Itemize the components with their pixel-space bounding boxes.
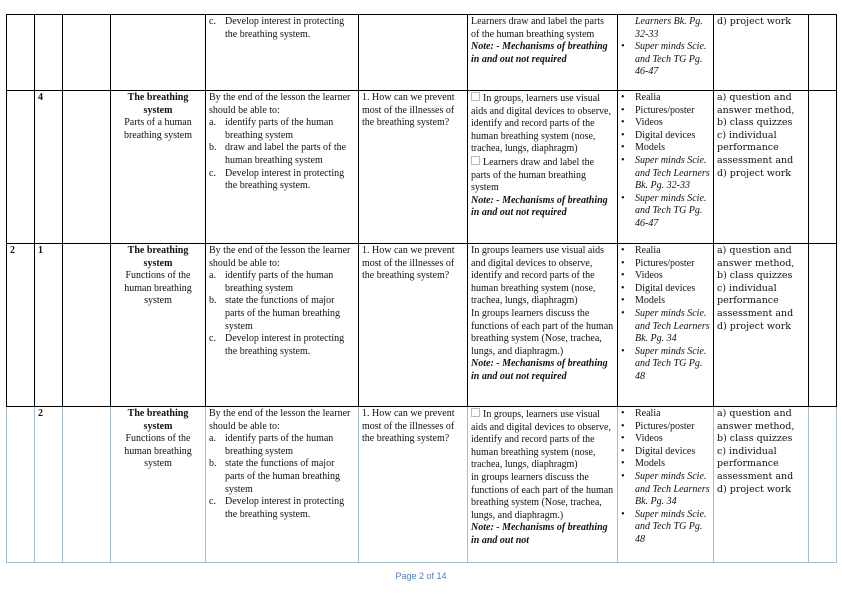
bullet-icon: • <box>621 129 625 141</box>
resource-text: Digital devices <box>635 445 696 457</box>
outcome-text: Develop interest in protecting the breathing system. <box>225 16 345 40</box>
outcome-text: identify parts of the human breathing system <box>225 117 334 141</box>
lesson-cell: 4 <box>35 91 63 244</box>
outcome-item <box>209 458 355 496</box>
bullet-icon: • <box>621 470 625 482</box>
outcome-letter: c. <box>209 496 216 508</box>
resource-item <box>621 41 710 79</box>
outcomes-list <box>209 270 355 358</box>
bullet-icon: • <box>621 104 625 116</box>
experience-text: Note: - Mechanisms of breathing in and out not required <box>471 358 608 382</box>
resource-text: Pictures/poster <box>635 257 695 269</box>
resource-text: Super minds Scie. and Tech TG Pg. 48 <box>635 508 707 545</box>
outcomes-list <box>209 16 355 41</box>
resource-text: Realia <box>635 408 661 419</box>
assessment-cell <box>714 407 809 563</box>
substrand-title: The breathing system <box>127 92 189 116</box>
outcomes-list <box>209 117 355 193</box>
resources-cell <box>618 244 714 407</box>
resources-list <box>621 92 710 231</box>
outcome-text: identify parts of the human breathing system <box>225 270 334 294</box>
resource-text: Pictures/poster <box>635 104 695 116</box>
substrand-cell <box>111 244 206 407</box>
strand-cell <box>63 15 111 91</box>
outcome-text: draw and label the parts of the human breathing system <box>225 142 347 166</box>
resource-item <box>621 346 710 384</box>
checkbox-icon <box>471 92 480 101</box>
bullet-icon: • <box>621 154 625 166</box>
resource-text: Videos <box>635 117 663 129</box>
lesson-cell: 2 <box>35 407 63 563</box>
experience-item <box>471 408 614 472</box>
bullet-icon: • <box>621 257 625 269</box>
bullet-icon: • <box>621 345 625 357</box>
substrand-cell <box>111 91 206 244</box>
experience-item <box>471 156 614 195</box>
bullet-icon: • <box>621 192 625 204</box>
substrand-cell <box>111 15 206 91</box>
learning-outcomes-cell <box>206 244 359 407</box>
week-cell <box>7 91 35 244</box>
outcome-letter: c. <box>209 167 216 179</box>
outcome-letter: c. <box>209 333 216 345</box>
outcomes-intro: By the end of the lesson the learner should be able to: <box>209 245 351 269</box>
assessment-item: c) individual performance assessment and <box>717 445 794 482</box>
experience-text: In groups, learners use visual aids and digital devices to observe, identify and record parts of the human breathing system (nose, trachea, lungs, diaphragm) <box>471 409 611 471</box>
resource-text: Models <box>635 295 665 307</box>
outcome-text: Develop interest in protecting the breathing system. <box>225 167 345 192</box>
resource-text: Realia <box>635 92 661 103</box>
experience-text: in groups learners discuss the functions of each part of the human breathing system (Nose, trachea, lungs, and diaphragm.) <box>471 471 614 521</box>
assessment-item: d) project work <box>717 483 792 495</box>
outcome-item <box>209 333 355 358</box>
outcome-item <box>209 168 355 193</box>
experience-text: Learners draw and label the parts of the human breathing system <box>471 156 595 194</box>
assessment-item: d) project work <box>717 16 792 27</box>
reflection-cell <box>809 244 837 407</box>
table-row <box>7 15 837 91</box>
week-cell <box>7 407 35 563</box>
bullet-icon: • <box>621 92 625 103</box>
resources-cell <box>618 15 714 91</box>
inquiry-question-cell: 1. How can we prevent most of the illnesses of the breathing system? <box>359 407 468 563</box>
outcome-item <box>209 117 355 142</box>
reflection-cell <box>809 407 837 563</box>
learning-outcomes-cell <box>206 15 359 91</box>
experience-text: Note: - Mechanisms of breathing in and out not required <box>471 194 608 219</box>
assessment-item: b) class quizzes <box>717 433 793 445</box>
resource-item <box>621 509 710 547</box>
reflection-cell <box>809 15 837 91</box>
assessment-cell <box>714 15 809 91</box>
learning-experiences-cell <box>468 91 618 244</box>
experience-item <box>471 41 614 66</box>
resource-item <box>621 105 710 118</box>
resource-item <box>621 446 710 459</box>
inquiry-question-cell: 1. How can we prevent most of the illnesses of the breathing system? <box>359 244 468 407</box>
bullet-icon: • <box>621 420 625 432</box>
experience-text: Note: - Mechanisms of breathing in and out not <box>471 522 608 546</box>
outcome-item <box>209 496 355 521</box>
resources-cell <box>618 91 714 244</box>
assessment-item: d) project work <box>717 167 792 179</box>
experience-item <box>471 308 614 358</box>
resource-text: Super minds Scie. and Tech Learners Bk. Pg. 34 <box>635 307 710 345</box>
experience-item <box>471 358 614 383</box>
experience-item <box>471 245 614 308</box>
assessment-item: a) question and answer method, <box>717 408 795 432</box>
resource-text: Models <box>635 142 665 154</box>
bullet-icon: • <box>621 117 625 129</box>
strand-cell <box>63 407 111 563</box>
resource-text: Digital devices <box>635 129 696 141</box>
resource-text: Super minds Scie. and Tech TG Pg. 46-47 <box>635 192 707 229</box>
learning-experiences-cell <box>468 407 618 563</box>
learning-outcomes-cell <box>206 407 359 563</box>
lesson-cell: 1 <box>35 244 63 407</box>
outcome-text: Develop interest in protecting the breathing system. <box>225 333 345 357</box>
resources-list <box>621 408 710 547</box>
resource-item <box>621 295 710 308</box>
outcome-letter: a. <box>209 433 216 445</box>
outcome-text: Develop interest in protecting the breathing system. <box>225 496 345 520</box>
outcome-letter: b. <box>209 142 217 154</box>
week-cell <box>7 15 35 91</box>
experience-item <box>471 522 614 547</box>
strand-cell <box>63 91 111 244</box>
experience-item <box>471 195 614 220</box>
substrand-title: The breathing system <box>127 245 189 269</box>
resource-text: Super minds Scie. and Tech Learners Bk. Pg. 32-33 <box>635 154 710 192</box>
resource-item <box>621 155 710 193</box>
resource-text: Videos <box>635 433 663 445</box>
experience-text: In groups learners discuss the functions of each part of the human breathing system (Nose, trachea, lungs, and diaphragm.) <box>471 307 614 357</box>
checkbox-icon <box>471 156 480 165</box>
experience-text: In groups, learners use visual aids and digital devices to observe, identify and record parts of the human breathing system (nose, trachea, lungs, diaphragm) <box>471 93 611 155</box>
outcome-item <box>209 295 355 333</box>
substrand-subtitle: Functions of the human breathing system <box>124 270 192 307</box>
assessment-cell <box>714 91 809 244</box>
inquiry-question-cell <box>359 15 468 91</box>
resource-item <box>621 408 710 421</box>
substrand-title: The breathing system <box>127 408 189 432</box>
reflection-cell <box>809 91 837 244</box>
experience-item <box>471 16 614 41</box>
resource-item <box>621 142 710 155</box>
experience-item <box>471 472 614 522</box>
resource-text: Super minds Scie. and Tech Learners Bk. Pg. 34 <box>635 470 710 508</box>
assessment-item: a) question and answer method, <box>717 245 795 269</box>
bullet-icon: • <box>621 445 625 457</box>
outcomes-intro: By the end of the lesson the learner should be able to: <box>209 408 351 432</box>
learning-experiences-cell <box>468 244 618 407</box>
resource-text: Videos <box>635 270 663 282</box>
substrand-subtitle: Parts of a human breathing system <box>123 117 193 141</box>
outcome-item <box>209 16 355 41</box>
assessment-cell <box>714 244 809 407</box>
assessment-item: a) question and answer method, <box>717 92 795 116</box>
resource-text: Super minds Scie. and Tech TG Pg. 48 <box>635 345 707 382</box>
assessment-item: c) individual performance assessment and <box>717 129 794 166</box>
lesson-cell <box>35 15 63 91</box>
resource-item <box>621 16 710 41</box>
learning-experiences-cell <box>468 15 618 91</box>
resource-text: Realia <box>635 245 661 256</box>
experience-text: In groups learners use visual aids and digital devices to observe, identify and record parts of the human breathing system (nose, trachea, lungs, diaphragm) <box>471 245 605 307</box>
assessment-item: c) individual performance assessment and <box>717 282 794 319</box>
resource-item <box>621 193 710 231</box>
resource-item <box>621 308 710 346</box>
resource-text: Pictures/poster <box>635 420 695 432</box>
bullet-icon: • <box>621 245 625 256</box>
experience-item <box>471 92 614 156</box>
bullet-icon: • <box>621 295 625 307</box>
outcome-text: state the functions of major parts of the human breathing system <box>225 458 340 495</box>
bullet-icon: • <box>621 408 625 419</box>
resource-item <box>621 283 710 296</box>
resource-item <box>621 245 710 258</box>
resource-item <box>621 270 710 283</box>
bullet-icon <box>621 16 635 41</box>
experience-text: Learners draw and label the parts of the human breathing system <box>471 16 604 40</box>
outcome-letter: b. <box>209 458 217 470</box>
bullet-icon: • <box>621 282 625 294</box>
outcome-text: identify parts of the human breathing system <box>225 433 334 457</box>
resource-text: Learners Bk. Pg. 32-33 <box>635 16 703 40</box>
assessment-item: d) project work <box>717 320 792 332</box>
resources-cell <box>618 407 714 563</box>
scheme-of-work-table <box>6 14 837 563</box>
resource-item <box>621 258 710 271</box>
resource-item <box>621 92 710 105</box>
resource-item <box>621 421 710 434</box>
bullet-icon: • <box>621 433 625 445</box>
inquiry-question-cell: 1. How can we prevent most of the illnesses of the breathing system? <box>359 91 468 244</box>
resource-item <box>621 117 710 130</box>
outcomes-list <box>209 433 355 521</box>
resource-text: Models <box>635 458 665 470</box>
outcome-letter: c. <box>209 16 216 27</box>
learning-outcomes-cell <box>206 91 359 244</box>
assessment-item: b) class quizzes <box>717 270 793 282</box>
resource-item <box>621 458 710 471</box>
week-cell: 2 <box>7 244 35 407</box>
outcome-text: state the functions of major parts of the human breathing system <box>225 295 340 332</box>
outcome-item <box>209 142 355 167</box>
outcome-letter: a. <box>209 117 216 129</box>
substrand-cell <box>111 407 206 563</box>
outcomes-intro: By the end of the lesson the learner should be able to: <box>209 92 351 116</box>
strand-cell <box>63 244 111 407</box>
table-row <box>7 244 837 407</box>
bullet-icon: • <box>621 508 625 520</box>
resource-item <box>621 130 710 143</box>
outcome-letter: b. <box>209 295 217 307</box>
table-row <box>7 407 837 563</box>
bullet-icon: • <box>621 41 625 53</box>
experience-text: Note: - Mechanisms of breathing in and out not required <box>471 41 608 65</box>
resources-list <box>621 16 710 79</box>
resource-item <box>621 471 710 509</box>
resources-list <box>621 245 710 384</box>
checkbox-icon <box>471 408 480 417</box>
bullet-icon: • <box>621 307 625 319</box>
table-row <box>7 91 837 244</box>
bullet-icon: • <box>621 270 625 282</box>
substrand-subtitle: Functions of the human breathing system <box>124 433 192 470</box>
assessment-item: b) class quizzes <box>717 117 793 129</box>
outcome-item <box>209 270 355 295</box>
outcome-item <box>209 433 355 458</box>
bullet-icon: • <box>621 142 625 154</box>
resource-item <box>621 433 710 446</box>
bullet-icon: • <box>621 458 625 470</box>
outcome-letter: a. <box>209 270 216 282</box>
resource-text: Digital devices <box>635 282 696 294</box>
page-number: Page 2 of 14 <box>395 571 447 581</box>
resource-text: Super minds Scie. and Tech TG Pg. 46-47 <box>635 41 707 78</box>
